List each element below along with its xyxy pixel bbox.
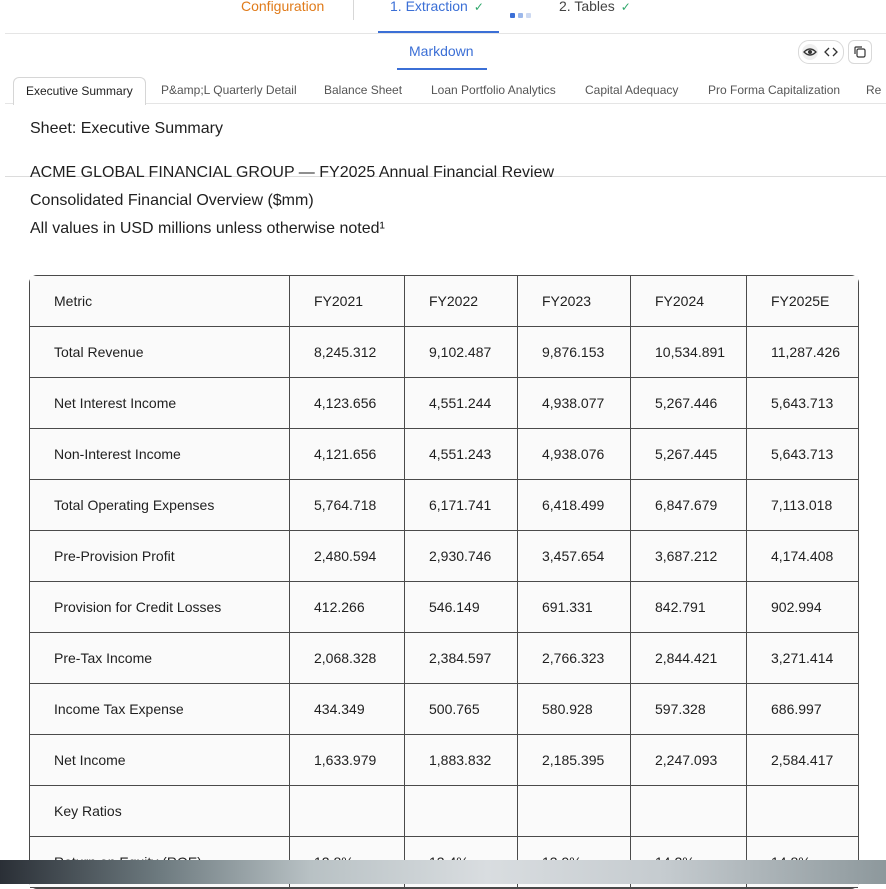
background-strip [0,860,886,884]
markdown-preview[interactable] [0,107,886,860]
report-subtitle: Consolidated Financial Overview ($mm) [30,192,314,209]
value-cell: 5,643.713 [747,378,858,429]
sheet-tab-balance-sheet[interactable]: Balance Sheet [324,83,403,97]
value-cell: 2,766.323 [518,633,631,684]
step-tables[interactable] [559,0,631,14]
step-configuration[interactable]: Configuration [241,0,325,14]
value-cell: 4,938.076 [518,429,631,480]
table-row [30,786,858,837]
sheet-title: Sheet: Executive Summary [30,120,223,137]
eye-icon[interactable] [802,44,818,60]
value-cell: 2,584.417 [747,735,858,786]
value-cell: 412.266 [290,582,405,633]
value-cell: 5,643.713 [747,429,858,480]
value-cell: 4,123.656 [290,378,405,429]
progress-dots-icon [510,5,534,23]
step-tables-label: 2. Tables [559,0,615,14]
value-cell: 597.328 [631,684,747,735]
value-cell: 10,534.891 [631,327,747,378]
value-cell: 4,551.244 [405,378,518,429]
metric-cell: Total Operating Expenses [30,480,290,531]
step-extraction[interactable] [390,0,484,14]
value-cell: 2,068.328 [290,633,405,684]
table-row [30,480,858,531]
metric-cell: Non-Interest Income [30,429,290,480]
metric-cell: Pre-Provision Profit [30,531,290,582]
column-header: Metric [30,276,290,327]
value-cell: 686.997 [747,684,858,735]
value-cell: 5,764.718 [290,480,405,531]
step-extraction-label: 1. Extraction [390,0,468,14]
sheet-tab-pl-quarterly-detail[interactable]: P&amp;L Quarterly Detail [161,83,297,97]
value-cell: 6,171.741 [405,480,518,531]
metric-cell: Income Tax Expense [30,684,290,735]
report-note: All values in USD millions unless otherwise noted¹ [30,220,385,237]
value-cell: 3,457.654 [518,531,631,582]
value-cell: 2,930.746 [405,531,518,582]
value-cell: 6,847.679 [631,480,747,531]
metric-cell: Pre-Tax Income [30,633,290,684]
table-row [30,429,858,480]
value-cell [290,786,405,837]
check-icon: ✓ [473,0,484,14]
financial-table [29,275,859,889]
value-cell [747,786,858,837]
sheet-tab-capital-adequacy[interactable]: Capital Adequacy [585,83,679,97]
value-cell: 2,844.421 [631,633,747,684]
value-cell: 4,121.656 [290,429,405,480]
value-cell: 5,267.446 [631,378,747,429]
value-cell: 2,185.395 [518,735,631,786]
table-row [30,582,858,633]
check-icon: ✓ [620,0,631,14]
copy-button[interactable] [848,40,872,64]
column-header: FY2024 [631,276,747,327]
column-header: FY2025E [747,276,858,327]
value-cell: 434.349 [290,684,405,735]
sheet-tab-overflow[interactable]: Re [866,83,882,97]
value-cell: 1,633.979 [290,735,405,786]
value-cell: 2,480.594 [290,531,405,582]
column-header: FY2023 [518,276,631,327]
value-cell: 4,551.243 [405,429,518,480]
value-cell: 1,883.832 [405,735,518,786]
table-row [30,327,858,378]
sheet-tab-pro-forma-capitalization[interactable]: Pro Forma Capitalization [708,83,841,97]
value-cell: 902.994 [747,582,858,633]
metric-cell: Net Income [30,735,290,786]
value-cell: 9,102.487 [405,327,518,378]
sheet-tab-bar [0,70,886,107]
view-mode-toggle[interactable] [798,40,844,64]
value-cell: 580.928 [518,684,631,735]
code-icon[interactable] [823,44,839,60]
report-title: ACME GLOBAL FINANCIAL GROUP — FY2025 Annual Financial Review [30,164,555,181]
value-cell: 3,271.414 [747,633,858,684]
table-row [30,378,858,429]
value-cell: 2,384.597 [405,633,518,684]
sheet-tab-loan-portfolio-analytics[interactable]: Loan Portfolio Analytics [431,83,556,97]
value-cell [631,786,747,837]
table-row [30,735,858,786]
table-header-row [30,276,858,327]
value-cell: 546.149 [405,582,518,633]
value-cell [518,786,631,837]
value-cell: 7,113.018 [747,480,858,531]
step-bar [0,0,886,34]
metric-cell: Net Interest Income [30,378,290,429]
value-cell: 4,938.077 [518,378,631,429]
value-cell: 691.331 [518,582,631,633]
metric-cell: Provision for Credit Losses [30,582,290,633]
value-cell: 2,247.093 [631,735,747,786]
value-cell: 9,876.153 [518,327,631,378]
value-cell: 500.765 [405,684,518,735]
copy-icon [849,41,871,63]
value-cell: 5,267.445 [631,429,747,480]
sheet-tab-executive-summary[interactable]: Executive Summary [13,77,146,105]
view-toolbar [0,34,886,70]
table-row [30,531,858,582]
table-row [30,633,858,684]
value-cell: 6,418.499 [518,480,631,531]
value-cell: 8,245.312 [290,327,405,378]
value-cell [405,786,518,837]
tab-markdown[interactable]: Markdown [409,43,474,59]
value-cell: 4,174.408 [747,531,858,582]
value-cell: 3,687.212 [631,531,747,582]
column-header: FY2021 [290,276,405,327]
metric-cell: Key Ratios [30,786,290,837]
value-cell: 11,287.426 [747,327,858,378]
column-header: FY2022 [405,276,518,327]
value-cell: 842.791 [631,582,747,633]
metric-cell: Total Revenue [30,327,290,378]
table-row [30,684,858,735]
step-divider [353,0,354,20]
